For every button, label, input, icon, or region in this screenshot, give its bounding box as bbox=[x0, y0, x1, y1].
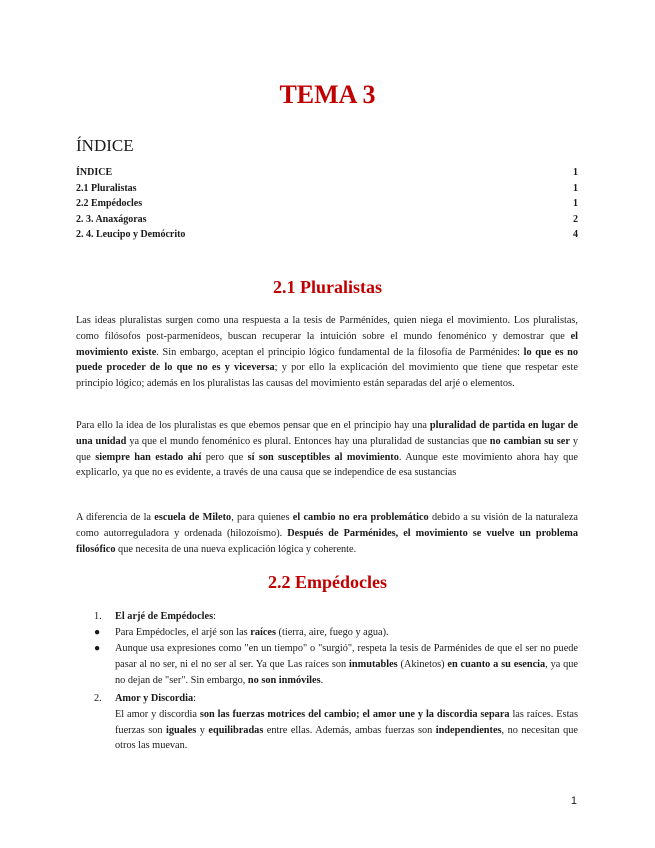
section-heading-empedocles: 2.2 Empédocles bbox=[268, 572, 387, 592]
numbered-item: 1. El arjé de Empédocles: bbox=[94, 609, 578, 625]
toc-entry-page: 2 bbox=[573, 213, 578, 225]
item-number: 2. bbox=[94, 693, 102, 704]
section-heading-pluralistas: 2.1 Pluralistas bbox=[272, 277, 382, 297]
bullet-item: ● Aunque usa expresiones como "en un tiempo" o "surgió", respeta la tesis de Parménides de que el ser no puede pasar al no ser, ni el no ser al ser. Ya que Las raíces son inmutables (Akinetos) en cuanto a su esencia, ya que no dejan de "ser". Sin embargo, no son inmóviles. bbox=[94, 643, 578, 686]
toc-entry-label: ÍNDICE bbox=[76, 167, 113, 178]
bullet-item: ● Para Empédocles, el arjé son las raíces (tierra, aire, fuego y agua). bbox=[94, 625, 578, 641]
bullet-icon: ● bbox=[94, 643, 101, 654]
toc-entry-page: 1 bbox=[573, 182, 578, 194]
numbered-item: 2. Amor y Discordia: El amor y discordia son las fuerzas motrices del cambio; el amor une y la discordia separa las raíces. Estas fuerzas son iguales y equilibradas entre ellas. Además, ambas fuerzas son independientes, no necesitan que otros las muevan. bbox=[94, 693, 579, 752]
paragraph: A diferencia de la escuela de Mileto, para quienes el cambio no era problemático debido a su visión de la naturaleza como autorreguladora y ordenada (hilozoísmo). Después de Parménides, el movimiento se vuelve un problema filosófico que necesita de una nueva explicación lógica y coherente. bbox=[76, 512, 578, 555]
paragraph: Para ello la idea de los pluralistas es que ebemos pensar que en el principio hay una pluralidad de partida en lugar de una unidad ya que el mundo fenoménico es plural. Entonces hay una pluralidad de sustancias que no cambian su ser y que siempre han estado ahí pero que sí son susceptibles al movimiento. Aunque este movimiento ahora hay que explicarlo, ya que no es evidente, a través de una causa que se independice de esa sustancias bbox=[76, 420, 578, 479]
toc-entry-page: 1 bbox=[573, 198, 578, 210]
item-number: 1. bbox=[94, 611, 102, 622]
toc-entry-label: 2. 4. Leucipo y Demócrito bbox=[76, 229, 186, 241]
toc-entry-page: 1 bbox=[573, 167, 578, 178]
document-title: TEMA 3 bbox=[279, 80, 376, 109]
toc-entry-label: 2.2 Empédocles bbox=[76, 198, 143, 210]
paragraph: Las ideas pluralistas surgen como una respuesta a la tesis de Parménides, quien niega el movimiento. Los pluralistas, como filósofos post-parmenídeos, buscan recuperar la intuición sobre el mundo fenoménico y demostrar que el movimiento existe. Sin embargo, aceptan el principio lógico fundamental de la filosofía de Parménides: lo que es no puede proceder de lo que no es y viceversa; y por ello la explicación del movimiento que tiene que respetar este principio lógico; además en los pluralistas las causas del movimiento están separadas del arjé o elementos. bbox=[76, 315, 578, 390]
toc-entry-label: 2.1 Pluralistas bbox=[76, 182, 137, 194]
toc-entry[interactable] bbox=[76, 181, 578, 197]
table-of-contents bbox=[76, 165, 578, 243]
page-number: 1 bbox=[570, 795, 577, 807]
toc-entry[interactable] bbox=[76, 165, 578, 181]
toc-entry[interactable] bbox=[76, 212, 578, 228]
bullet-icon: ● bbox=[94, 627, 101, 638]
item-title: Amor y Discordia bbox=[115, 693, 194, 704]
toc-entry[interactable] bbox=[76, 227, 578, 243]
toc-entry-page: 4 bbox=[573, 229, 578, 241]
index-heading: ÍNDICE bbox=[76, 136, 134, 155]
item-title: El arjé de Empédocles bbox=[115, 611, 214, 622]
toc-entry[interactable] bbox=[76, 196, 578, 212]
toc-entry-label: 2. 3. Anaxágoras bbox=[76, 213, 147, 225]
